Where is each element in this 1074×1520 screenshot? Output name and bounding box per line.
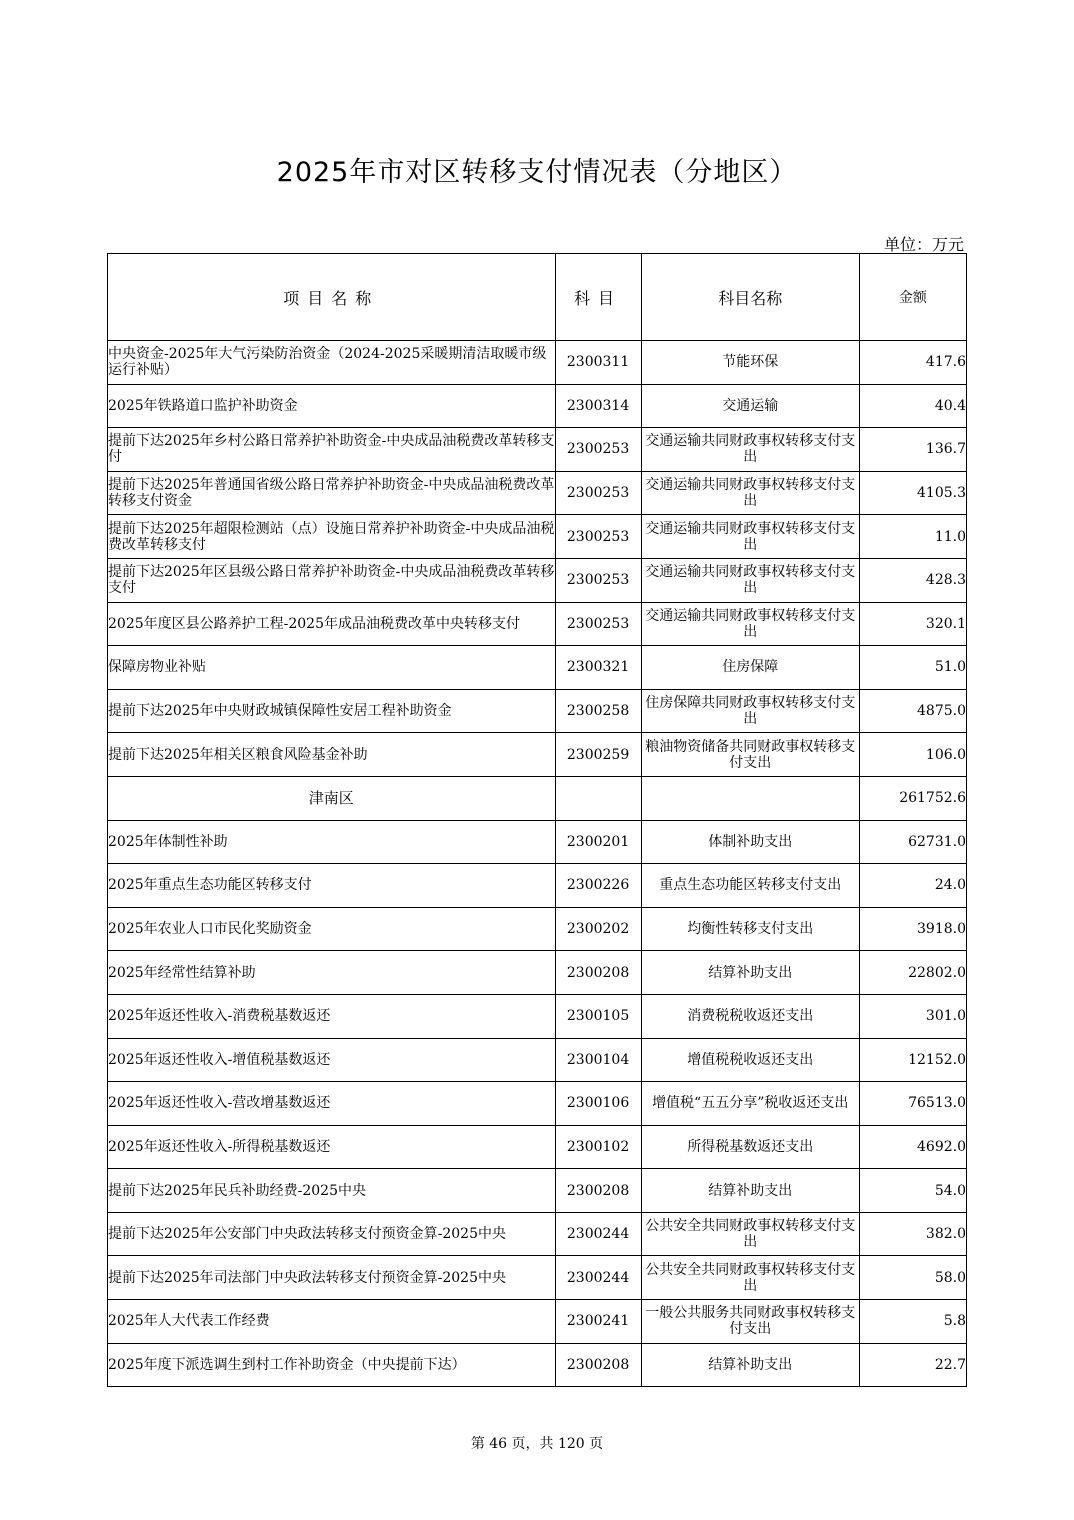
table-row	[108, 341, 967, 385]
subject-name-cell: 所得税基数返还支出	[641, 1125, 859, 1169]
table-row	[108, 994, 967, 1038]
table-row	[108, 1169, 967, 1213]
subject-code-cell: 2300202	[555, 907, 641, 951]
project-name-cell: 2025年重点生态功能区转移支付	[108, 864, 556, 908]
subject-code-cell: 2300226	[555, 864, 641, 908]
amount-cell: 22.7	[859, 1343, 966, 1387]
table-row	[108, 515, 967, 559]
project-name-cell: 提前下达2025年司法部门中央政法转移支付预资金算-2025中央	[108, 1256, 556, 1300]
subject-code-cell: 2300311	[555, 341, 641, 385]
table-row	[108, 864, 967, 908]
transfer-payment-table	[107, 253, 967, 1387]
table-row	[108, 689, 967, 733]
table-row	[108, 1125, 967, 1169]
subject-code-cell	[555, 776, 641, 820]
subject-name-cell: 交通运输共同财政事权转移支付支出	[641, 515, 859, 559]
project-name-cell: 提前下达2025年乡村公路日常养护补助资金-中央成品油税费改革转移支付	[108, 428, 556, 472]
subject-name-cell	[641, 776, 859, 820]
subject-code-cell: 2300244	[555, 1256, 641, 1300]
project-name-cell: 提前下达2025年公安部门中央政法转移支付预资金算-2025中央	[108, 1212, 556, 1256]
amount-cell: 62731.0	[859, 820, 966, 864]
subject-name-cell: 交通运输共同财政事权转移支付支出	[641, 602, 859, 646]
subject-name-cell: 粮油物资储备共同财政事权转移支付支出	[641, 733, 859, 777]
amount-cell: 4875.0	[859, 689, 966, 733]
table-row	[108, 907, 967, 951]
project-name-cell: 2025年体制性补助	[108, 820, 556, 864]
amount-cell: 261752.6	[859, 776, 966, 820]
subject-name-cell: 重点生态功能区转移支付支出	[641, 864, 859, 908]
subject-name-cell: 交通运输共同财政事权转移支付支出	[641, 471, 859, 515]
subject-name-cell: 交通运输	[641, 384, 859, 428]
header-amount: 金额	[859, 254, 966, 341]
amount-cell: 417.6	[859, 341, 966, 385]
project-name-cell: 中央资金-2025年大气污染防治资金（2024-2025采暖期清洁取暖市级运行补贴）	[108, 341, 556, 385]
project-name-cell: 2025年农业人口市民化奖励资金	[108, 907, 556, 951]
amount-cell: 24.0	[859, 864, 966, 908]
amount-cell: 106.0	[859, 733, 966, 777]
project-name-cell: 2025年度下派选调生到村工作补助资金（中央提前下达）	[108, 1343, 556, 1387]
project-name-cell: 2025年返还性收入-所得税基数返还	[108, 1125, 556, 1169]
subject-name-cell: 结算补助支出	[641, 1343, 859, 1387]
subject-name-cell: 交通运输共同财政事权转移支付支出	[641, 428, 859, 472]
project-name-cell: 保障房物业补贴	[108, 646, 556, 690]
subject-name-cell: 增值税“五五分享”税收返还支出	[641, 1082, 859, 1126]
amount-cell: 4692.0	[859, 1125, 966, 1169]
subject-code-cell: 2300208	[555, 1169, 641, 1213]
page-title: 2025年市对区转移支付情况表（分地区）	[276, 157, 798, 188]
project-name-cell: 2025年度区县公路养护工程-2025年成品油税费改革中央转移支付	[108, 602, 556, 646]
amount-cell: 51.0	[859, 646, 966, 690]
project-name-cell: 提前下达2025年普通国省级公路日常养护补助资金-中央成品油税费改革转移支付资金	[108, 471, 556, 515]
subject-code-cell: 2300259	[555, 733, 641, 777]
table-row	[108, 471, 967, 515]
subject-name-cell: 结算补助支出	[641, 1169, 859, 1213]
table-row	[108, 428, 967, 472]
amount-cell: 22802.0	[859, 951, 966, 995]
project-name-cell: 提前下达2025年中央财政城镇保障性安居工程补助资金	[108, 689, 556, 733]
header-subject-code: 科目	[555, 254, 641, 341]
table-row	[108, 733, 967, 777]
subject-code-cell: 2300208	[555, 1343, 641, 1387]
table-row	[108, 602, 967, 646]
project-name-cell: 2025年人大代表工作经费	[108, 1300, 556, 1344]
project-name-cell: 提前下达2025年超限检测站（点）设施日常养护补助资金-中央成品油税费改革转移支付	[108, 515, 556, 559]
subject-code-cell: 2300258	[555, 689, 641, 733]
amount-cell: 5.8	[859, 1300, 966, 1344]
amount-cell: 54.0	[859, 1169, 966, 1213]
project-name-cell: 2025年返还性收入-增值税基数返还	[108, 1038, 556, 1082]
amount-cell: 301.0	[859, 994, 966, 1038]
subject-name-cell: 交通运输共同财政事权转移支付支出	[641, 558, 859, 602]
table-row	[108, 1212, 967, 1256]
amount-cell: 40.4	[859, 384, 966, 428]
subject-code-cell: 2300321	[555, 646, 641, 690]
subject-name-cell: 住房保障共同财政事权转移支付支出	[641, 689, 859, 733]
table-row	[108, 1082, 967, 1126]
amount-cell: 11.0	[859, 515, 966, 559]
amount-cell: 320.1	[859, 602, 966, 646]
table-row	[108, 1343, 967, 1387]
table-row	[108, 1038, 967, 1082]
table-row	[108, 951, 967, 995]
amount-cell: 76513.0	[859, 1082, 966, 1126]
subject-name-cell: 公共安全共同财政事权转移支付支出	[641, 1212, 859, 1256]
amount-cell: 58.0	[859, 1256, 966, 1300]
page-number: 第 46 页，共 120 页	[470, 1436, 604, 1452]
subject-code-cell: 2300314	[555, 384, 641, 428]
header-subject-name: 科目名称	[641, 254, 859, 341]
project-name-cell: 提前下达2025年相关区粮食风险基金补助	[108, 733, 556, 777]
subject-code-cell: 2300253	[555, 428, 641, 472]
amount-cell: 136.7	[859, 428, 966, 472]
subject-code-cell: 2300106	[555, 1082, 641, 1126]
subject-name-cell: 均衡性转移支付支出	[641, 907, 859, 951]
table-row	[108, 1300, 967, 1344]
subject-code-cell: 2300253	[555, 515, 641, 559]
subject-code-cell: 2300253	[555, 558, 641, 602]
amount-cell: 382.0	[859, 1212, 966, 1256]
table-row	[108, 646, 967, 690]
subject-name-cell: 住房保障	[641, 646, 859, 690]
table-body	[108, 341, 967, 1387]
subject-name-cell: 增值税税收返还支出	[641, 1038, 859, 1082]
project-name-cell: 津南区	[108, 776, 556, 820]
region-row	[108, 776, 967, 820]
subject-code-cell: 2300105	[555, 994, 641, 1038]
unit-label: 单位：万元	[883, 235, 964, 254]
header-project-name: 项目名称	[108, 254, 556, 341]
amount-cell: 4105.3	[859, 471, 966, 515]
subject-code-cell: 2300253	[555, 602, 641, 646]
subject-name-cell: 体制补助支出	[641, 820, 859, 864]
subject-code-cell: 2300102	[555, 1125, 641, 1169]
subject-code-cell: 2300241	[555, 1300, 641, 1344]
table-row	[108, 558, 967, 602]
amount-cell: 3918.0	[859, 907, 966, 951]
subject-code-cell: 2300253	[555, 471, 641, 515]
subject-name-cell: 结算补助支出	[641, 951, 859, 995]
subject-name-cell: 一般公共服务共同财政事权转移支付支出	[641, 1300, 859, 1344]
subject-code-cell: 2300201	[555, 820, 641, 864]
project-name-cell: 提前下达2025年区县级公路日常养护补助资金-中央成品油税费改革转移支付	[108, 558, 556, 602]
table-row	[108, 820, 967, 864]
amount-cell: 12152.0	[859, 1038, 966, 1082]
table-row	[108, 1256, 967, 1300]
project-name-cell: 2025年铁路道口监护补助资金	[108, 384, 556, 428]
subject-name-cell: 节能环保	[641, 341, 859, 385]
table-row	[108, 384, 967, 428]
amount-cell: 428.3	[859, 558, 966, 602]
project-name-cell: 2025年返还性收入-营改增基数返还	[108, 1082, 556, 1126]
project-name-cell: 2025年返还性收入-消费税基数返还	[108, 994, 556, 1038]
project-name-cell: 2025年经常性结算补助	[108, 951, 556, 995]
subject-code-cell: 2300208	[555, 951, 641, 995]
project-name-cell: 提前下达2025年民兵补助经费-2025中央	[108, 1169, 556, 1213]
subject-code-cell: 2300104	[555, 1038, 641, 1082]
subject-code-cell: 2300244	[555, 1212, 641, 1256]
subject-name-cell: 公共安全共同财政事权转移支付支出	[641, 1256, 859, 1300]
table-header-row	[108, 254, 967, 341]
subject-name-cell: 消费税税收返还支出	[641, 994, 859, 1038]
